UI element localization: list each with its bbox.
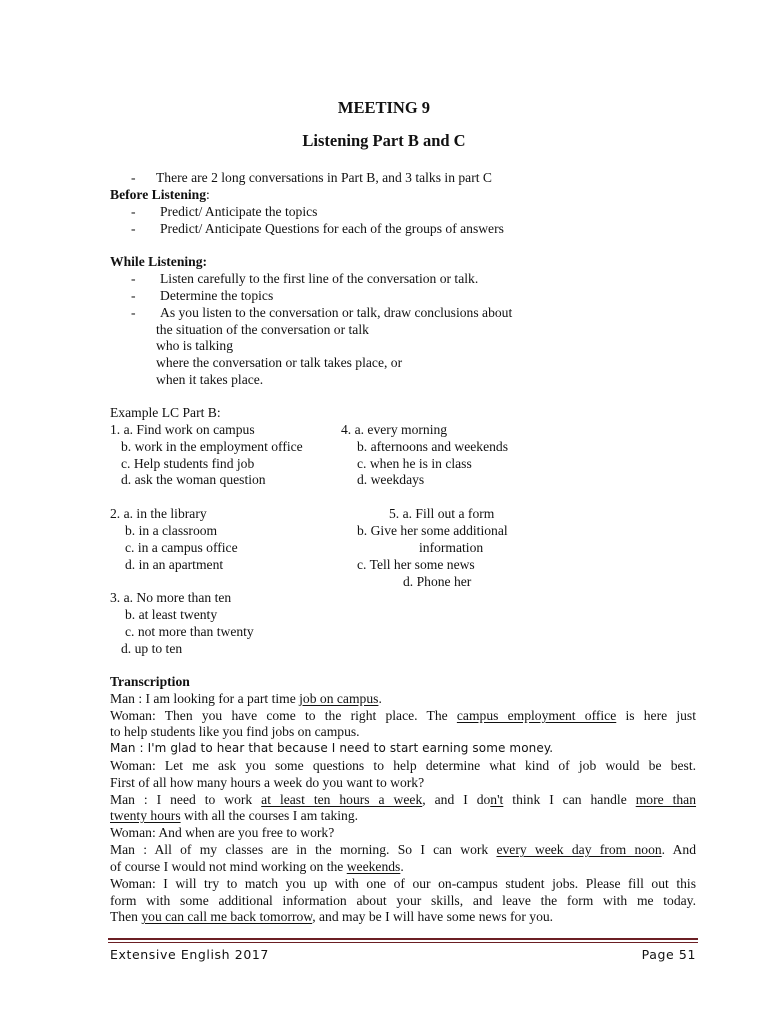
transcript-line: of course I would not mind working on the weekends. (110, 859, 404, 874)
answer-option: c. in a campus office (125, 540, 238, 555)
list-item: Predict/ Anticipate Questions for each of the groups of answers (160, 221, 504, 236)
transcription-heading: Transcription (110, 674, 190, 689)
answer-option: b. Give her some additional (357, 523, 508, 538)
list-item: As you listen to the conversation or talk, draw conclusions about (160, 305, 513, 320)
page-subtitle: Listening Part B and C (302, 131, 466, 150)
bullet-dash: - (131, 170, 136, 185)
list-item: Predict/ Anticipate the topics (160, 204, 318, 219)
transcript-line: Man : I'm glad to hear that because I need to start earning some money. (110, 741, 554, 755)
answer-option: d. in an apartment (125, 557, 224, 572)
answer-option: c. not more than twenty (125, 624, 254, 639)
answer-option: 5. a. Fill out a form (389, 506, 495, 521)
transcript-line: Woman: I will try to match you up with one of our on-campus student jobs. Please fill out this (110, 876, 696, 891)
list-item: Determine the topics (160, 288, 274, 303)
transcript-line: to help students like you find jobs on campus. (110, 724, 360, 739)
answer-option: 4. a. every morning (341, 422, 448, 437)
answer-option: b. at least twenty (125, 607, 218, 622)
answer-option: d. weekdays (357, 472, 425, 487)
answer-option: 2. a. in the library (110, 506, 207, 521)
example-heading: Example LC Part B: (110, 405, 221, 420)
intro-bullet: There are 2 long conversations in Part B, and 3 talks in part C (156, 170, 492, 185)
answer-option: c. Tell her some news (357, 557, 475, 572)
transcript-line: Then you can call me back tomorrow, and may be I will have some news for you. (110, 909, 554, 924)
while-listening-heading: While Listening: (110, 254, 208, 269)
answer-option: b. afternoons and weekends (357, 439, 508, 454)
document-page: MEETING 9 Listening Part B and C - There are 2 long conversations in Part B, and 3 talks in part C Before Listening: - Predict/ Anticipate the topics - Predict/ Anticipate Questions for each of the groups of answers While Listening: - Listen carefully to the first line of the conversation or talk. - Determine the topics - As you listen to the conversation or talk, draw conclusions about the situation of the conversation or talk who is talking where the conversation or talk takes place, or when it takes place. Example LC Part B: 1. a. Find work on campus b. work in the employment office c. Help students find job d. ask the woman question 4. a. every morning b. afternoons and weekends c. when he is in class d. weekdays 2. a. in the library b. in a classroom c. in a campus office d. in an apartment 5. a. Fill out a form b. Give her some additional information c. Tell her some news d. Phone her 3. a. No more than ten b. at least twenty c. not more than twenty d. up to ten Transcription Man : I am looking for a part time job on campus. Woman: Then you have come to the right place. The campus employment office is here just to help students like you find jobs on campus. Man : I'm glad to hear that because I need to start earning some money. Woman: Let me ask you some questions to help determine what kind of job would be best. First of all how many hours a week do you want to work? Man : I need to work at least ten hours a week, and I don't think I can handle more than twenty hours with all the courses I am taking. Woman: And when are you free to work? Man : All of my classes are in the morning. So I can work every week day from noon. And of course I would not mind working on the weekends. Woman: I will try to match you up with one of our on-campus student jobs. Please fill out this form with some additional information about your skills, and leave the form with me today. Then you can call me back tomorrow, and may be I will have some news for you. Extensive English 2017 Page 51 (0, 0, 768, 1024)
transcript-line: Woman: Then you have come to the right place. The campus employment office is here just (110, 708, 696, 723)
answer-option: 3. a. No more than ten (110, 590, 232, 605)
footer-page-number: Page 51 (641, 947, 696, 962)
transcript-line: Woman: And when are you free to work? (110, 825, 335, 840)
page-title: MEETING 9 (337, 98, 431, 117)
answer-option: information (419, 540, 484, 555)
footer-course: Extensive English 2017 (110, 947, 269, 962)
answer-option: c. Help students find job (121, 456, 255, 471)
answer-option: d. ask the woman question (121, 472, 266, 487)
footer-rule-thin (108, 942, 698, 943)
transcript-line: First of all how many hours a week do you want to work? (110, 775, 425, 790)
answer-option: d. up to ten (121, 641, 183, 656)
answer-option: b. in a classroom (125, 523, 218, 538)
sub-item: when it takes place. (156, 372, 264, 387)
sub-item: where the conversation or talk takes place, or (156, 355, 403, 370)
list-item: Listen carefully to the first line of the conversation or talk. (160, 271, 479, 286)
transcript-line: twenty hours with all the courses I am taking. (110, 808, 359, 823)
transcript-line: Man : I need to work at least ten hours a week, and I don't think I can handle more than (110, 792, 697, 807)
transcript-line: Woman: Let me ask you some questions to help determine what kind of job would be best. (110, 758, 696, 773)
sub-item: who is talking (156, 338, 234, 353)
answer-option: 1. a. Find work on campus (110, 422, 255, 437)
transcript-line: form with some additional information about your skills, and leave the form with me today. (110, 893, 696, 908)
transcript-line: Man : I am looking for a part time job on campus. (110, 691, 382, 706)
answer-option: c. when he is in class (357, 456, 472, 471)
before-listening-heading: Before Listening: (110, 187, 210, 202)
footer-rule (108, 938, 698, 940)
answer-option: b. work in the employment office (121, 439, 303, 454)
sub-item: the situation of the conversation or talk (156, 322, 369, 337)
answer-option: d. Phone her (403, 574, 472, 589)
transcript-line: Man : All of my classes are in the morning. So I can work every week day from noon. And (110, 842, 697, 857)
